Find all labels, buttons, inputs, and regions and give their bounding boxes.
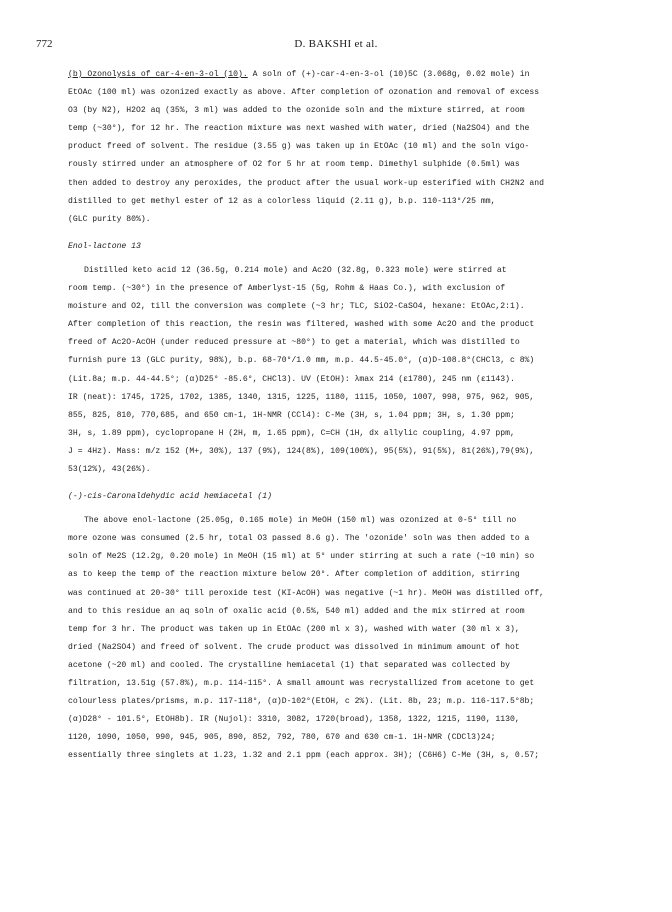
paragraph-line: then added to destroy any peroxides, the product after the usual work-up esterified with CH2N2 and xyxy=(68,178,544,188)
paragraph-line: rously stirred under an atmosphere of O2 for 5 hr at room temp. Dimethyl sulphide (0.5ml) was xyxy=(68,160,520,170)
paragraph-line: more ozone was consumed (2.5 hr, total O3 passed 8.6 g). The 'ozonide' soln was then added to a xyxy=(68,534,530,544)
paragraph-line: (α)D28° - 101.5°, EtOH8b). IR (Nujol): 3310, 3082, 1720(broad), 1358, 1322, 1215, 1190, 1130, xyxy=(68,715,520,725)
section-b-heading: (b) Ozonolysis of car-4-en-3-ol (10). xyxy=(68,70,248,79)
paragraph-line: furnish pure 13 (GLC purity, 98%), b.p. 68-70°/1.0 mm, m.p. 44.5-45.0°, (α)D-108.8°(CHCl3, c 8%) xyxy=(68,356,535,366)
paragraph-line: soln of Me2S (12.2g, 0.20 mole) in MeOH (15 ml) at 5° under stirring at such a rate (~10 min) so xyxy=(68,552,535,562)
paragraph-line: as to keep the temp of the reaction mixture below 20°. After completion of addition, stirring xyxy=(68,570,520,580)
paragraph-line: temp (~30°), for 12 hr. The reaction mixture was next washed with water, dried (Na2SO4) and the xyxy=(68,124,530,134)
paragraph-line: room temp. (~30°) in the presence of Amberlyst-15 (5g, Rohm & Haas Co.), with exclusion of xyxy=(68,284,506,294)
paragraph-line: freed of Ac2O-AcOH (under reduced pressure at ~80°) to get a material, which was distilled to xyxy=(68,338,520,348)
page-number: 772 xyxy=(36,38,53,50)
paragraph-line: filtration, 13.51g (57.8%), m.p. 114-115°. A small amount was recrystallized from acetone to get xyxy=(68,679,535,688)
enol-lactone-heading: Enol-lactone 13 xyxy=(68,241,141,251)
paragraph-line: product freed of solvent. The residue (3.55 g) was taken up in EtOAc (10 ml) and the soln vigo- xyxy=(68,142,530,152)
paragraph-line: moisture and O2, till the conversion was complete (~3 hr; TLC, SiO2-CaSO4, hexane: EtOAc,2:1). xyxy=(68,302,525,312)
paragraph-line: IR (neat): 1745, 1725, 1702, 1385, 1340, 1315, 1225, 1180, 1115, 1050, 1007, 998, 975, 962, 905, xyxy=(68,392,535,402)
paragraph-line: (Lit.8a; m.p. 44-44.5°; (α)D25° -85.6°, CHCl3). UV (EtOH): λmax 214 (ε1780), 245 nm (ε1143). xyxy=(68,374,515,384)
paragraph-line: acetone (~20 ml) and cooled. The crystalline hemiacetal (1) that separated was collected by xyxy=(68,660,510,670)
paragraph-line: O3 (by N2), H2O2 aq (35%, 3 ml) was added to the ozonide soln and the mixture stirred, at room xyxy=(68,106,525,116)
paragraph-line: 3H, s, 1.89 ppm), cyclopropane H (2H, m, 1.65 ppm), C=CH (1H, dx allylic coupling, 4.97 ppm, xyxy=(68,428,515,438)
paragraph-line: J = 4Hz). Mass: m/z 152 (M+, 30%), 137 (9%), 124(8%), 109(100%), 95(5%), 91(5%), 81(26%),79(9%), xyxy=(68,446,535,456)
paragraph-line: 53(12%), 43(26%). xyxy=(68,464,151,474)
paragraph-line: 1120, 1090, 1050, 990, 945, 905, 890, 852, 792, 780, 670 and 630 cm-1. 1H-NMR (CDCl3)24; xyxy=(68,733,496,743)
paragraph-line: Distilled keto acid 12 (36.5g, 0.214 mole) and Ac2O (32.8g, 0.323 mole) were stirred at xyxy=(84,265,507,275)
document-body xyxy=(68,66,608,765)
paragraph-line: was continued at 20-30° till peroxide test (KI-AcOH) was negative (~1 hr). MeOH was distilled off, xyxy=(68,588,544,598)
paragraph-line: distilled to get methyl ester of 12 as a colorless liquid (2.11 g), b.p. 110-113°/25 mm, xyxy=(68,196,496,206)
paragraph-line: EtOAc (100 ml) was ozonized exactly as above. After completion of ozonation and removal of excess xyxy=(68,88,540,98)
paragraph-line: (GLC purity 80%). xyxy=(68,214,151,224)
paragraph-line: essentially three singlets at 1.23, 1.32 and 2.1 ppm (each approx. 3H); (C6H6) C-Me (3H, s, 0.57; xyxy=(68,751,540,761)
section-b-first-line: (b) Ozonolysis of car-4-en-3-ol (10). A soln of (+)-car-4-en-3-ol (10)5C (3.068g, 0.02 mole) in xyxy=(68,70,530,79)
paragraph-line: After completion of this reaction, the resin was filtered, washed with some Ac2O and the product xyxy=(68,320,535,330)
paragraph-line: The above enol-lactone (25.05g, 0.165 mole) in MeOH (150 ml) was ozonized at 0-5° till no xyxy=(84,516,517,526)
paragraph-line: temp for 3 hr. The product was taken up in EtOAc (200 ml x 3), washed with water (30 ml x 3), xyxy=(68,624,520,634)
running-head: D. BAKSHI et al. xyxy=(294,38,378,50)
paragraph-line: dried (Na2SO4) and freed of solvent. The crude product was dissolved in minimum amount of hot xyxy=(68,642,520,652)
paragraph-line: 855, 825, 810, 770,685, and 650 cm-1, 1H-NMR (CCl4): C-Me (3H, s, 1.04 ppm; 3H, s, 1.30 ppm; xyxy=(68,410,515,420)
paragraph-line: colourless plates/prisms, m.p. 117-118°, (α)D-102°(EtOH, c 2%). (Lit. 8b, 23; m.p. 116-117.5°8b; xyxy=(68,697,535,707)
paragraph-line: and to this residue an aq soln of oxalic acid (0.5%, 540 ml) added and the mix stirred at room xyxy=(68,606,525,616)
caronaldehydic-heading: (-)-cis-Caronaldehydic acid hemiacetal (1) xyxy=(68,492,272,502)
